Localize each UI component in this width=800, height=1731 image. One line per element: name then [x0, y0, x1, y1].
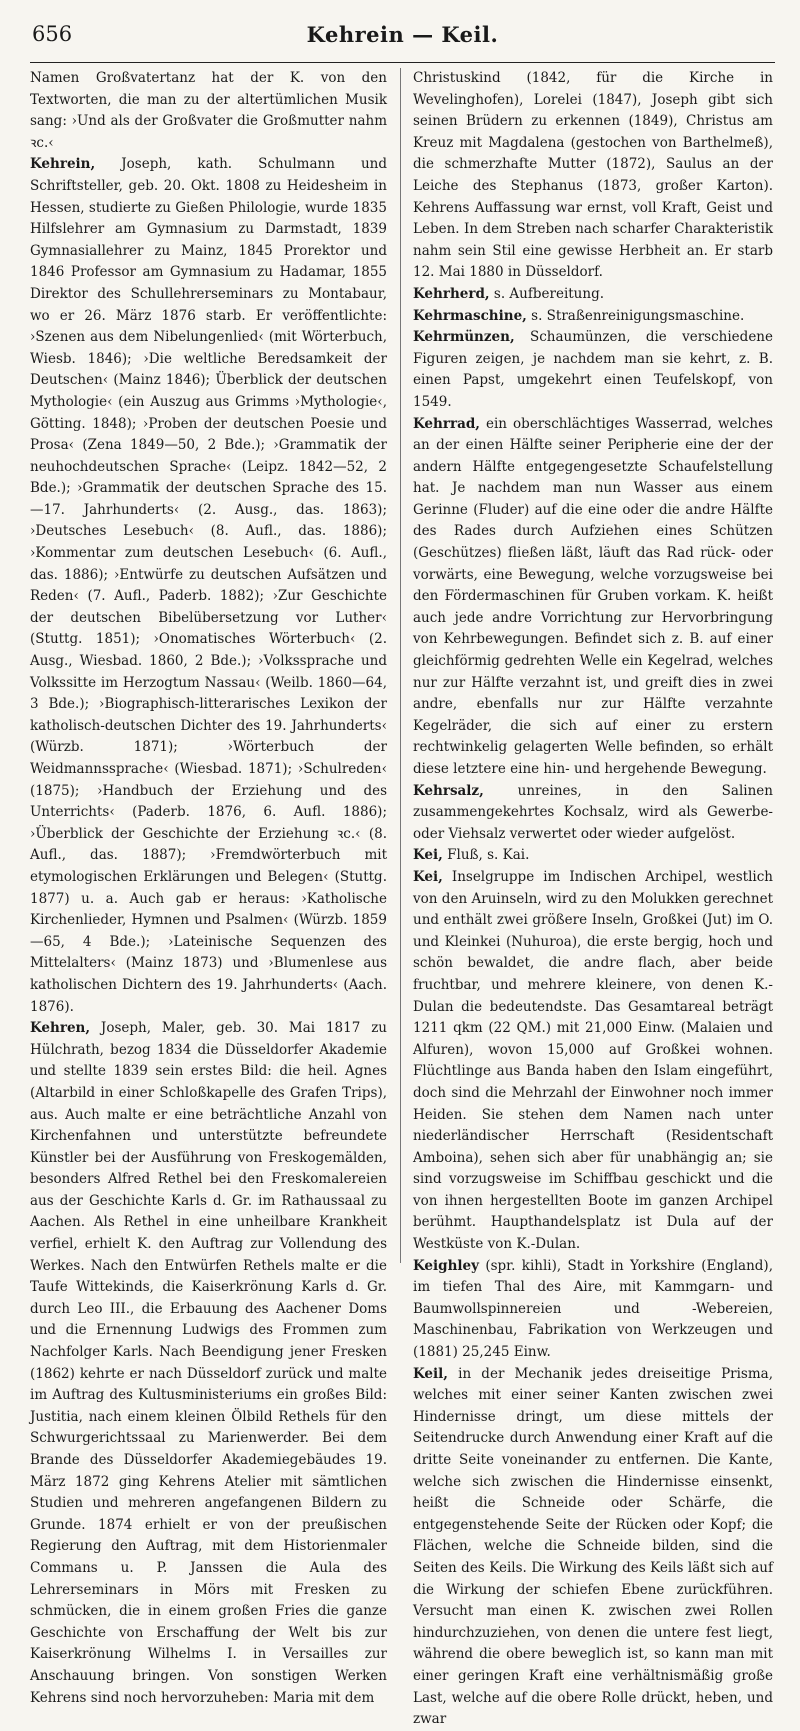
- entry-kehrrad: [413, 414, 773, 781]
- entry-text: Schaumünzen, die verschiedene Figuren zeigen, je nachdem man sie kehrt, z. B. einen Papst, umgekehrt einen Teufelskopf, von 1549.: [413, 329, 773, 410]
- entry-kehrein-joseph: [30, 154, 387, 1018]
- entry-headword: Kehrrad,: [413, 415, 480, 432]
- right-column: [413, 68, 773, 1728]
- entry-kehren-joseph: [30, 1018, 387, 1709]
- entry-keil: [413, 1364, 773, 1731]
- entry-headword: Keil,: [413, 1365, 448, 1382]
- entry-continuation: Christuskind (1842, für die Kirche in Wevelinghofen), Lorelei (1847), Joseph gibt sich seinen Brüdern zu erkennen (1849), Christus am Kreuz mit Magdalena (gestochen von Barthelmeß), die schmerzhafte Mutter (1872), Saulus an der Leiche des Stephanus (1873, großer Karton). Kehrens Auffassung war ernst, voll Kraft, Geist und Leben. In dem Streben nach scharfer Charakteristik nahm sein Stil eine gewisse Herbheit an. Er starb 12. Mai 1880 in Düsseldorf.: [413, 70, 773, 281]
- entry-headword: Kehrherd,: [413, 285, 490, 302]
- entry-text: Fluß, s. Kai.: [442, 847, 530, 864]
- entry-text: unreines, in den Salinen zusammengekehrtes Kochsalz, wird als Gewerbe- oder Viehsalz verwertet oder wieder aufgelöst.: [413, 782, 773, 842]
- entry-headword: Kei,: [413, 847, 443, 864]
- entry-headword: Keighley: [413, 1257, 479, 1274]
- entry-kehrsalz: [413, 781, 773, 846]
- entry-headword: Kei,: [413, 868, 443, 885]
- entry-headword: Kehrmaschine,: [413, 307, 527, 324]
- entry-text: Inselgruppe im Indischen Archipel, westlich von den Aruinseln, wird zu den Molukken gerechnet und enthält zwei größere Inseln, Großkei (Jut) im O. und Kleinkei (Nuhuroa), die erste bergig, hoch und schön bewaldet, die andre flach, aber beide fruchtbar, und mehrere kleinere, von denen K.-Dulan die bedeutendste. Das Gesamtareal beträgt 1211 qkm (22 QM.) mit 21,000 Einw. (Malaien und Alfuren), wovon 15,000 auf Großkei wohnen. Flüchtlinge aus Banda haben den Islam eingeführt, doch sind die Mehrzahl der Einwohner noch immer Heiden. Sie stehen dem Namen nach unter niederländischer Herrschaft (Residentschaft Amboina), sehen sich aber für unabhängig an; sie sind vorzugsweise im Schiffbau geschickt und die von ihnen hergestellten Boote im ganzen Archipel berühmt. Haupthandelsplatz ist Dula auf der Westküste von K.-Dulan.: [413, 868, 773, 1253]
- entry-kehrherd: [413, 284, 773, 306]
- running-title: Kehrein — Keil.: [306, 22, 499, 47]
- entry-kei-fluss: [413, 845, 773, 867]
- entry-continuation: Namen Großvatertanz hat der K. von den Textworten, die man zu der altertümlichen Musik sang: ›Und als der Großvater die Großmutter nahm ꝛc.‹: [30, 70, 387, 151]
- entry-kehrmaschine: [413, 306, 773, 328]
- column-divider: [400, 68, 401, 1263]
- entry-text: ein oberschlächtiges Wasserrad, welches an der einen Hälfte seiner Peripherie eine der der andern Hälfte entgegengesetzte Schaufelstellung hat. Je nachdem man nun Wasser aus einem Gerinne (Fluder) auf die eine oder die andre Hälfte des Rades durch Aufziehen eines Schützen (Geschützes) fließen läßt, läuft das Rad rück- oder vorwärts, eine Bewegung, welche vorzugsweise bei den Fördermaschinen für Gruben vorkam. K. heißt auch jede andre Vorrichtung zur Hervorbringung von Kehrbewegungen. Befindet sich z. B. auf einer gleichförmig gedrehten Welle ein Kegelrad, welches nur zur Hälfte verzahnt ist, und greift dies in zwei andre, ebenfalls nur zur Hälfte verzahnte Kegelräder, die sich auf einer zu erstern rechtwinkelig gelagerten Welle befinden, so erhält diese letztere eine hin- und hergehende Bewegung.: [413, 415, 773, 777]
- header-rule: [30, 62, 775, 63]
- entry-text: Joseph, kath. Schulmann und Schriftsteller, geb. 20. Okt. 1808 zu Heidesheim in Hessen, studierte zu Gießen Philologie, wurde 1835 Hilfslehrer am Gymnasium zu Darmstadt, 1839 Gymnasiallehrer zu Mainz, 1845 Prorektor und 1846 Professor am Gymnasium zu Hadamar, 1855 Direktor des Schullehrerseminars zu Montabaur, wo er 26. März 1876 starb. Er veröffentlichte: ›Szenen aus dem Nibelungenlied‹ (mit Wörterbuch, Wiesb. 1846); ›Die weltliche Beredsamkeit der Deutschen‹ (Mainz 1846); Überblick der deutschen Mythologie‹ (ein Auszug aus Grimms ›Mythologie‹, Götting. 1848); ›Proben der deutschen Poesie und Prosa‹ (Zena 1849—50, 2 Bde.); ›Grammatik der neuhochdeutschen Sprache‹ (Leipz. 1842—52, 2 Bde.); ›Grammatik der deutschen Sprache des 15.—17. Jahrhunderts‹ (2. Ausg., das. 1863); ›Deutsches Lesebuch‹ (8. Aufl., das. 1886); ›Kommentar zum deutschen Lesebuch‹ (6. Aufl., das. 1886); ›Entwürfe zu deutschen Aufsätzen und Reden‹ (7. Aufl., Paderb. 1882); ›Zur Geschichte der deutschen Bibelübersetzung vor Luther‹ (Stuttg. 1851); ›Onomatisches Wörterbuch‹ (2. Ausg., Wiesbad. 1860, 2 Bde.); ›Volkssprache und Volkssitte im Herzogtum Nassau‹ (Weilb. 1860—64, 3 Bde.); ›Biographisch-litterarisches Lexikon der katholisch-deutschen Dichter des 19. Jahrhunderts‹ (Würzb. 1871); ›Wörterbuch der Weidmannssprache‹ (Wiesbad. 1871); ›Schulreden‹ (1875); ›Handbuch der Erziehung und des Unterrichts‹ (Paderb. 1876, 6. Aufl. 1886); ›Überblick der Geschichte der Erziehung ꝛc.‹ (8. Aufl., das. 1887); ›Fremdwörterbuch mit etymologischen Erklärungen und Belegen‹ (Stuttg. 1877) u. a. Auch gab er heraus: ›Katholische Kirchenlieder, Hymnen und Psalmen‹ (Würzb. 1859—65, 4 Bde.); ›Lateinische Sequenzen des Mittelalters‹ (Mainz 1873) und ›Blumenlese aus katholischen Dichtern des 19. Jahrhunderts‹ (Aach. 1876).: [30, 156, 387, 1015]
- entry-kehrmuenzen: [413, 327, 773, 413]
- entry-text: s. Straßenreinigungsmaschine.: [526, 307, 745, 324]
- entry-text: s. Aufbereitung.: [489, 285, 605, 302]
- entry-text: Joseph, Maler, geb. 30. Mai 1817 zu Hülchrath, bezog 1834 die Düsseldorfer Akademie und stellte 1839 sein erstes Bild: die heil. Agnes (Altarbild in einer Schloßkapelle des Grafen Trips), aus. Auch malte er eine beträchtliche Anzahl von Kirchenfahnen und unterstützte befreundete Künstler bei der Ausführung von Freskogemälden, besonders Alfred Rethel bei den Freskomalereien aus der Geschichte Karls d. Gr. im Rathaussaal zu Aachen. Als Rethel in eine unheilbare Krankheit verfiel, erhielt K. den Auftrag zur Vollendung des Werkes. Nach den Entwürfen Rethels malte er die Taufe Wittekinds, die Kaiserkrönung Karls d. Gr. durch Leo III., die Erbauung des Aachener Doms und die Ernennung Ludwigs des Frommen zum Nachfolger Karls. Nach Beendigung jener Fresken (1862) kehrte er nach Düsseldorf zurück und malte im Auftrag des Kultusministeriums ein großes Bild: Justitia, nach einem kleinen Ölbild Rethels für den Schwurgerichtssaal zu Marienwerder. Bei dem Brande des Düsseldorfer Akademiegebäudes 19. März 1872 ging Kehrens Atelier mit sämtlichen Studien und mehreren angefangenen Bildern zu Grunde. 1874 erhielt er von der preußischen Regierung den Auftrag, mit dem Historienmaler Commans u. P. Janssen die Aula des Lehrerseminars in Mörs mit Fresken zu schmücken, die in einem großen Fries die ganze Geschichte von Erschaffung der Welt bis zur Kaiserkrönung Wilhelms I. in Versailles zur Anschauung bringen. Von sonstigen Werken Kehrens sind noch hervorzuheben: Maria mit dem: [30, 1020, 387, 1706]
- entry-headword: Kehrmünzen,: [413, 329, 515, 346]
- entry-keighley: [413, 1256, 773, 1364]
- entry-headword: Kehrsalz,: [413, 782, 484, 799]
- entry-text: (spr. kihli), Stadt in Yorkshire (England), im tiefen Thal des Aire, mit Kammgarn- und Baumwollspinnereien und -Webereien, Maschinenbau, Fabrikation von Werkzeugen und (1881) 25,245 Einw.: [413, 1257, 773, 1361]
- page-header: [30, 10, 775, 50]
- left-column: [30, 68, 387, 1706]
- entry-headword: Kehren,: [30, 1020, 91, 1037]
- entry-headword: Kehrein,: [30, 156, 96, 173]
- entry-kei-inseln: [413, 867, 773, 1256]
- page-number: 656: [32, 22, 73, 46]
- entry-text: in der Mechanik jedes dreiseitige Prisma, welches mit einer seiner Kanten zwischen zwei Hindernisse dringt, um diese mittels der Seitendrucke durch Anwendung einer Kraft auf die dritte Seite voneinander zu entfernen. Die Kante, welche sich zwischen die Hindernisse einsenkt, heißt die Schneide oder Schärfe, die entgegenstehende Seite der Rücken oder Kopf; die Flächen, welche die Schneide bilden, sind die Seiten des Keils. Die Wirkung des Keils läßt sich auf die Wirkung der schiefen Ebene zurückführen. Versucht man einen K. zwischen zwei Rollen hindurchzuziehen, von denen die untere fest liegt, während die obere beweglich ist, so kann man mit einer geringen Kraft eine verhältnismäßig große Last, welche auf die obere Rolle drückt, heben, und zwar: [413, 1365, 773, 1728]
